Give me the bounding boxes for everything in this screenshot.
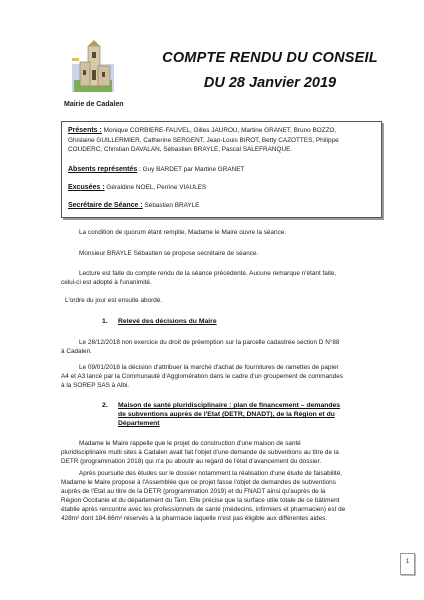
absents-text: : Guy BARDET par Martine GRANET [139,166,245,173]
title-line-1: COMPTE RENDU DU CONSEIL [162,50,378,66]
secretaire-text: Sébastien BRAYLE [144,202,200,209]
presents-line-3: COUDERC, Christian DAVALAN, Sébastien BRAYLE, Pascal SALEFRANQUE. [68,146,293,153]
s1-p2-line-2: A4 et A3 lancé par la Communauté d'Agglomération dans le cadre d'un groupement de commandes [61,373,344,380]
excuses-label: Excusées : [68,184,105,191]
absents-line [68,166,244,175]
s1-p2-line-3: à la SOREP SAS à Albi. [61,382,130,389]
s2-p2-line-2: Madame le Maire propose à l'Assemblée que ce projet fasse l'objet de demandes de subventions [61,479,336,486]
s2-p1-line-2: pluridisciplinaire multi sites à Cadalen avait fait l'objet d'une demande de subventions au titre de la [61,449,339,456]
section-2-heading [102,402,340,411]
s2-p1-line-3: DETR (programmation 2018) qui n'a pu aboutir au regard de l'état d'avancement du dossier. [61,458,322,465]
presents-line [68,127,336,136]
section-2-title-line-2-wrap [118,411,335,420]
absents-label: Absents représentés [68,166,138,173]
section-2-title-line-3-wrap [118,420,160,429]
s2-p2-line-1: Après poursuite des études sur le dossier notamment la réalisation d'une étude de faisabilité, [79,470,343,477]
section-2-number: 2. [102,402,108,409]
s1-p1-line-2: à Cadalen. [61,348,92,355]
s2-p1-line-1: Madame le Maire rappelle que le projet de construction d'une maison de santé [79,440,301,447]
section-2-title-line-1: Maison de santé pluridisciplinaire : plan de financement – demandes [118,402,341,409]
presents-text: Monique CORBIERE-FAUVEL, Gilles JAUROU, Martine GRANET, Bruno BOZZO, [103,127,337,134]
s2-p2-line-4: Région Occitanie et du département du Tarn. Elle précise que la surface utile totale de ce bâtiment [61,497,340,504]
presents-line-2: Ghislaine GUILLERMIER, Catherine SERGENT, Jean-Louis BIROT, Betty CAZOTTES, Philippe [68,137,339,144]
s1-p1-line-1: Le 28/12/2018 non exercice du droit de préemption sur la parcelle cadastrée section D N°88 [79,339,340,346]
title-line-2: DU 28 Janvier 2019 [203,75,337,91]
section-1-number: 1. [102,318,108,325]
section-2-title-line-2: de subventions auprès de l'Etat (DETR, DNADT), de la Région et du [118,411,335,418]
secretaire-text-intro: Monsieur BRAYLE Sébastien se propose secrétaire de séance. [79,250,259,257]
presents-label: Présents : [68,127,102,134]
secretaire-line [68,202,199,211]
ordre-du-jour: L'ordre du jour est ensuite abordé. [65,297,163,304]
attendance-box [61,121,382,218]
section-1-heading [102,318,217,327]
lecture-line-2: celui-ci est adopté à l'unanimité. [61,279,152,286]
s2-p2-line-6: 428m² dont 184.66m² réservés à la pharmacie laquelle n'est pas éligible aux différentes aides. [61,515,328,522]
s2-p2-line-5: établie après rencontre avec les professionnels de santé (médecins, infirmiers et pharmacien) est de [61,506,346,513]
section-1-title: Relevé des décisions du Maire [118,318,217,325]
section-2-title-line-3: Département [118,420,160,427]
quorum-text: La condition de quorum étant remplie, Madame le Maire ouvre la séance. [79,229,287,236]
secretaire-label: Secrétaire de Séance : [68,202,143,209]
lecture-line-1: Lecture est faite du compte rendu de la séance précédente. Aucune remarque n'étant faite, [79,270,337,277]
s2-p2-line-3: auprès de l'Etat au titre de la DETR (programmation 2019) et du FNADT ainsi qu'auprès de la [61,488,326,495]
mairie-label: Mairie de Cadalen [64,101,124,108]
church-logo [72,40,114,92]
excuses-text: Géraldine NOEL, Perrine VIAULES [106,184,207,191]
s1-p2-line-1: Le 09/01/2018 la décision d'attribuer la marché d'achat de fournitures de ramettes de papier [79,364,339,371]
excuses-line [68,184,206,193]
document-title [150,50,390,91]
page-number: 1 [400,553,415,575]
